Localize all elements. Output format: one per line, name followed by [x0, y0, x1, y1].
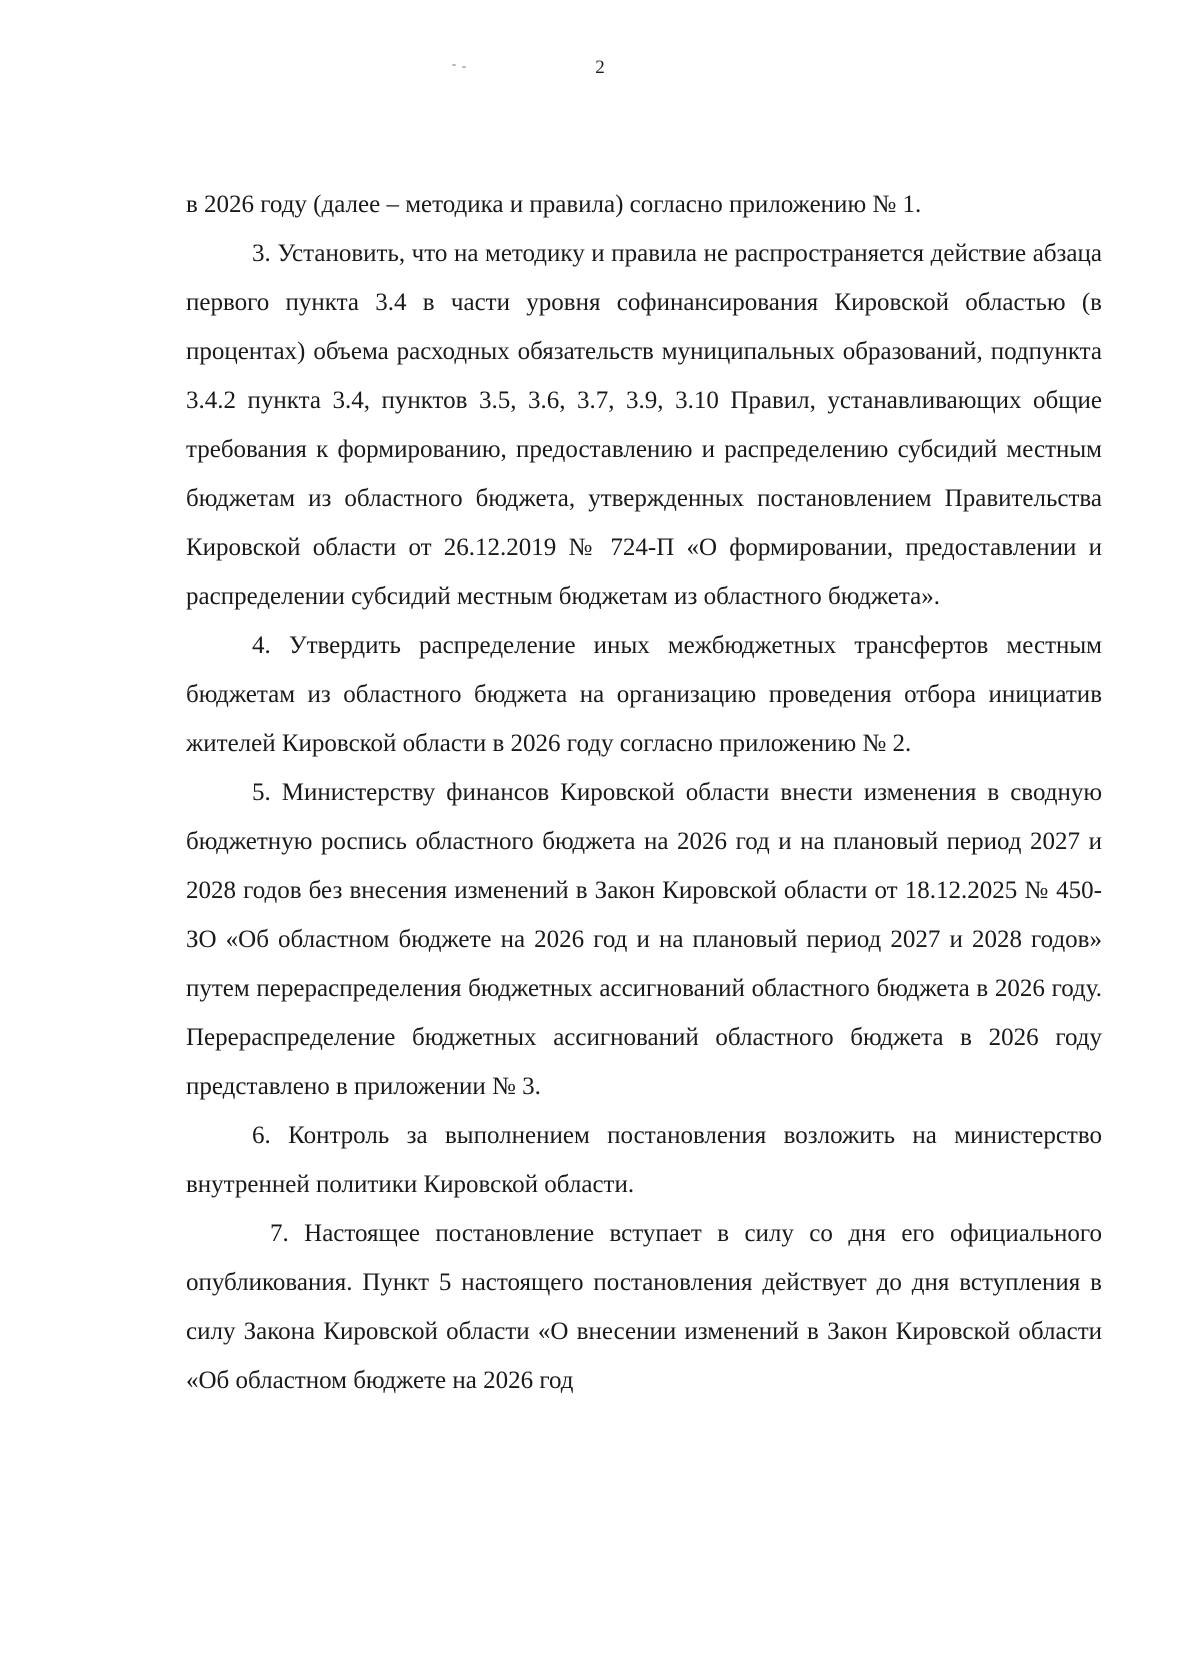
paragraph-point-3: 3. Установить, что на методику и правила не распространяется действие абзаца первого пункта 3.4 в части уровня софинансирования Кировской областью (в процентах) объема расходных обязательств муниципальных образований, подпункта 3.4.2 пункта 3.4, пунктов 3.5, 3.6, 3.7, 3.9, 3.10 Правил, устанавливающих общие требования к формированию, предоставлению и распределению субсидий местным бюджетам из областного бюджета, утвержденных постановлением Правительства Кировской области от 26.12.2019 № 724-П «О формировании, предоставлении и распределении субсидий местным бюджетам из областного бюджета». [186, 240, 1102, 610]
paragraph-point-4: 4. Утвердить распределение иных межбюджетных трансфертов местным бюджетам из областного бюджета на организацию проведения отбора инициатив жителей Кировской области в 2026 году согласно приложению № 2. [186, 632, 1102, 757]
paragraph-continuation: в 2026 году (далее – методика и правила) согласно приложению № 1. [186, 191, 922, 218]
paragraph-point-5: 5. Министерству финансов Кировской области внести изменения в сводную бюджетную роспись областного бюджета на 2026 год и на плановый период 2027 и 2028 годов без внесения изменений в Закон Кировской области от 18.12.2025 № 450-ЗО «Об областном бюджете на 2026 год и на плановый период 2027 и 2028 годов» путем перераспределения бюджетных ассигнований областного бюджета в 2026 году. Перераспределение бюджетных ассигнований областного бюджета в 2026 году представлено в приложении № 3. [186, 779, 1102, 1100]
page-number: 2 [595, 57, 605, 78]
document-body [186, 180, 1102, 1405]
paragraph-point-7: 7. Настоящее постановление вступает в силу со дня его официального опубликования. Пункт 5 настоящего постановления действует до дня вступления в силу Закона Кировской области «О внесении изменений в Закон Кировской области «Об областном бюджете на 2026 год [186, 1220, 1102, 1394]
paragraph-point-6: 6. Контроль за выполнением постановления возложить на министерство внутренней политики Кировской области. [186, 1122, 1102, 1198]
scan-speck [452, 64, 456, 66]
scan-speck [462, 66, 466, 68]
